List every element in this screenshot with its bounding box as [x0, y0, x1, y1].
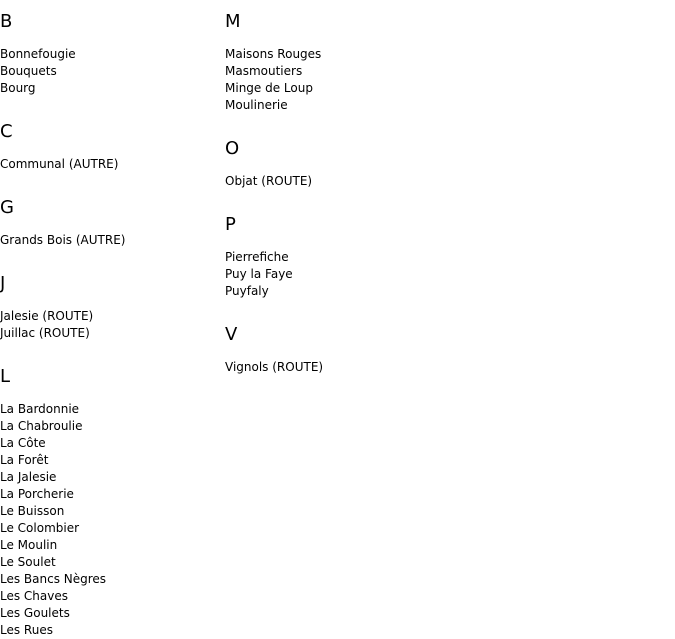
street-link[interactable]: Les Rues	[0, 623, 53, 637]
street-link[interactable]: La Forêt	[0, 453, 49, 467]
street-link[interactable]: Moulinerie	[225, 98, 288, 112]
street-link[interactable]: Le Buisson	[0, 504, 65, 518]
street-link[interactable]: La Porcherie	[0, 487, 74, 501]
section-letter: V	[225, 324, 238, 345]
street-link[interactable]: Bouquets	[0, 64, 57, 78]
street-link[interactable]: Objat (ROUTE)	[225, 174, 313, 188]
street-link[interactable]: Bourg	[0, 81, 36, 95]
section-letter: M	[225, 11, 241, 32]
street-list	[0, 308, 220, 342]
section-b	[0, 11, 220, 97]
section-c	[0, 121, 220, 173]
section-o	[225, 138, 445, 190]
section-letter: B	[0, 11, 13, 32]
street-link[interactable]: Minge de Loup	[225, 81, 313, 95]
street-list	[225, 249, 445, 300]
street-list	[225, 173, 445, 190]
street-list	[0, 232, 220, 249]
street-link[interactable]: Le Colombier	[0, 521, 80, 535]
section-letter: C	[0, 121, 13, 142]
section-letter: J	[0, 273, 6, 294]
street-link[interactable]: La Bardonnie	[0, 402, 80, 416]
street-link[interactable]: Pierrefiche	[225, 250, 289, 264]
street-link[interactable]: Les Goulets	[0, 606, 70, 620]
section-g	[0, 197, 220, 249]
section-letter: G	[0, 197, 14, 218]
street-list	[0, 156, 220, 173]
section-m	[225, 11, 445, 114]
street-list	[225, 359, 445, 376]
street-link[interactable]: Communal (AUTRE)	[0, 157, 119, 171]
section-j	[0, 273, 220, 342]
street-link[interactable]: Les Bancs Nègres	[0, 572, 107, 586]
street-link[interactable]: Jalesie (ROUTE)	[0, 309, 94, 323]
section-letter: O	[225, 138, 240, 159]
street-link[interactable]: Vignols (ROUTE)	[225, 360, 324, 374]
street-link[interactable]: Grands Bois (AUTRE)	[0, 233, 126, 247]
street-link[interactable]: Puyfaly	[225, 284, 269, 298]
section-l	[0, 366, 220, 639]
section-letter: P	[225, 214, 236, 235]
street-link[interactable]: Le Moulin	[0, 538, 58, 552]
street-link[interactable]: Bonnefougie	[0, 47, 76, 61]
street-link[interactable]: Les Chaves	[0, 589, 68, 603]
street-link[interactable]: La Jalesie	[0, 470, 57, 484]
street-link[interactable]: Puy la Faye	[225, 267, 293, 281]
street-link[interactable]: Le Soulet	[0, 555, 56, 569]
street-link[interactable]: La Chabroulie	[0, 419, 83, 433]
section-letter: L	[0, 366, 11, 387]
street-link[interactable]: La Côte	[0, 436, 46, 450]
street-link[interactable]: Masmoutiers	[225, 64, 303, 78]
street-list	[225, 46, 445, 114]
street-link[interactable]: Maisons Rouges	[225, 47, 322, 61]
street-list	[0, 401, 220, 639]
street-link[interactable]: Juillac (ROUTE)	[0, 326, 90, 340]
section-v	[225, 324, 445, 376]
index-column-right	[225, 0, 445, 376]
street-list	[0, 46, 220, 97]
index-column-left	[0, 0, 220, 639]
section-p	[225, 214, 445, 300]
